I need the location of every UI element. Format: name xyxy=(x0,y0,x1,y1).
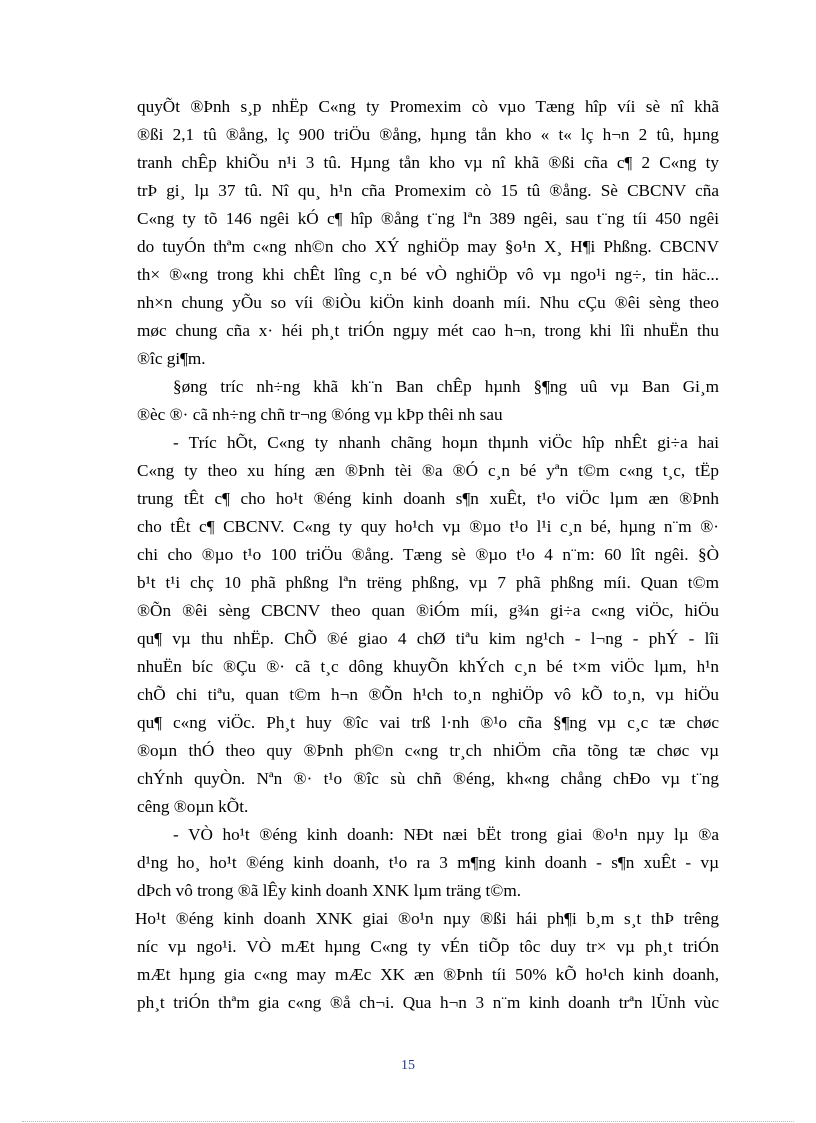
text-line: nh×n chung yÕu so víi ®iÒu kiÖn kinh doanh míi. Nhu cÇu ®êi sèng theo xyxy=(137,293,719,312)
text-line: trÞ gi¸ lµ 37 tû. Nî qu¸ h¹n cña Promexim cò 15 tû ®ång. Sè CBCNV cña xyxy=(137,181,719,200)
text-line: b¹t t¹i chç 10 phã phßng lªn trëng phßng, vµ 7 phã phßng míi. Quan t©m xyxy=(137,573,719,592)
text-line: møc chung cña x· héi ph¸t triÓn ngµy mét cao h¬n, trong khi lîi nhuËn thu xyxy=(137,321,719,340)
text-line: th× ®«ng trong khi chÊt lîng c¸n bé vÒ nghiÖp vô vµ ngo¹i ng÷, tin häc... xyxy=(137,265,719,284)
text-line: C«ng ty theo xu híng æn ®Þnh tèi ®a ®Ó c¸n bé yªn t©m c«ng t¸c, tËp xyxy=(137,461,719,480)
text-line: qu¶ vµ thu nhËp. ChÕ ®é giao 4 chØ tiªu kim ng¹ch - l¬ng - phÝ - lîi xyxy=(137,629,719,648)
text-line: mÆt hµng gia c«ng may mÆc XK æn ®Þnh tíi 50% kÕ ho¹ch kinh doanh, xyxy=(137,965,719,984)
text-line: níc vµ ngo¹i. VÒ mÆt hµng C«ng ty vÉn tiÕp tôc duy tr× vµ ph¸t triÓn xyxy=(137,937,719,956)
body-text xyxy=(137,93,719,1017)
text-line: cêng ®oµn kÕt. xyxy=(137,797,249,816)
text-line: chÕ chi tiªu, quan t©m h¬n ®Õn h¹ch to¸n nghiÖp vô kÕ to¸n, vµ hiÖu xyxy=(137,685,719,704)
text-line: cho tÊt c¶ CBCNV. C«ng ty quy ho¹ch vµ ®µo t¹o l¹i c¸n bé, hµng n¨m ®· xyxy=(137,517,719,536)
text-line: dÞch vô trong ®ã lÊy kinh doanh XNK lµm träng t©m. xyxy=(137,881,522,900)
text-line: nhuËn bíc ®Çu ®· cã t¸c dông khuyÕn khÝch c¸n bé t×m viÖc lµm, h¹n xyxy=(137,657,719,676)
text-line: chi cho ®µo t¹o 100 triÖu ®ång. Tæng sè ®µo t¹o 4 n¨m: 60 lît ngêi. §Ò xyxy=(137,545,719,564)
text-line: quyÕt ®Þnh s¸p nhËp C«ng ty Promexim cò vµo Tæng hîp víi sè nî khã xyxy=(137,97,719,116)
text-line: Ho¹t ®éng kinh doanh XNK giai ®o¹n nµy ®ßi hái ph¶i b¸m s¸t thÞ trêng xyxy=(135,909,719,928)
page-number: 15 xyxy=(401,1058,415,1073)
text-line: trung tÊt c¶ cho ho¹t ®éng kinh doanh s¶n xuÊt, t¹o viÖc lµm æn ®Þnh xyxy=(137,489,719,508)
page-bottom-divider xyxy=(22,1121,794,1122)
text-line: ph¸t triÓn thªm gia c«ng ®å ch¬i. Qua h¬n 3 n¨m kinh doanh trªn lÜnh vùc xyxy=(137,993,719,1012)
text-line: ®Õn ®êi sèng CBCNV theo quan ®iÓm míi, g¾n gi÷a c«ng viÖc, hiÖu xyxy=(137,601,719,620)
text-line: qu¶ c«ng viÖc. Ph¸t huy ®îc vai trß l·nh ®¹o cña §¶ng vµ c¸c tæ chøc xyxy=(137,713,719,732)
text-line: tranh chÊp khiÕu n¹i 3 tû. Hµng tån kho vµ nî khã ®ßi cña c¶ 2 C«ng ty xyxy=(137,153,719,172)
text-line: ®ßi 2,1 tû ®ång, lç 900 triÖu ®ång, hµng tån kho « t« lç h¬n 2 tû, hµng xyxy=(137,125,719,144)
text-line: ®oµn thÓ theo quy ®Þnh ph©n c«ng tr¸ch nhiÖm cña tõng tæ chøc vµ xyxy=(137,741,719,760)
text-line: d¹ng ho¸ ho¹t ®éng kinh doanh, t¹o ra 3 m¶ng kinh doanh - s¶n xuÊt - vµ xyxy=(137,853,719,872)
text-line: - VÒ ho¹t ®éng kinh doanh: NÐt næi bËt trong giai ®o¹n nµy lµ ®a xyxy=(173,825,719,844)
text-line: chÝnh quyÒn. Nªn ®· t¹o ®îc sù chñ ®éng, kh«ng chång chÐo vµ t¨ng xyxy=(137,769,719,788)
text-line: ®èc ®· cã nh÷ng chñ tr¬ng ®óng vµ kÞp thêi nh sau xyxy=(137,405,503,424)
text-line: do tuyÓn thªm c«ng nh©n cho XÝ nghiÖp may §o¹n X¸ H¶i Phßng. CBCNV xyxy=(137,237,719,256)
text-line: §øng tríc nh÷ng khã kh¨n Ban chÊp hµnh §¶ng uû vµ Ban Gi¸m xyxy=(173,377,719,396)
text-line: ®îc gi¶m. xyxy=(137,349,206,368)
text-line: C«ng ty tõ 146 ngêi kÓ c¶ hîp ®ång t¨ng lªn 389 ngêi, sau t¨ng tíi 450 ngêi xyxy=(137,209,719,228)
text-line: - Tríc hÕt, C«ng ty nhanh chãng hoµn thµnh viÖc hîp nhÊt gi÷a hai xyxy=(173,433,719,452)
